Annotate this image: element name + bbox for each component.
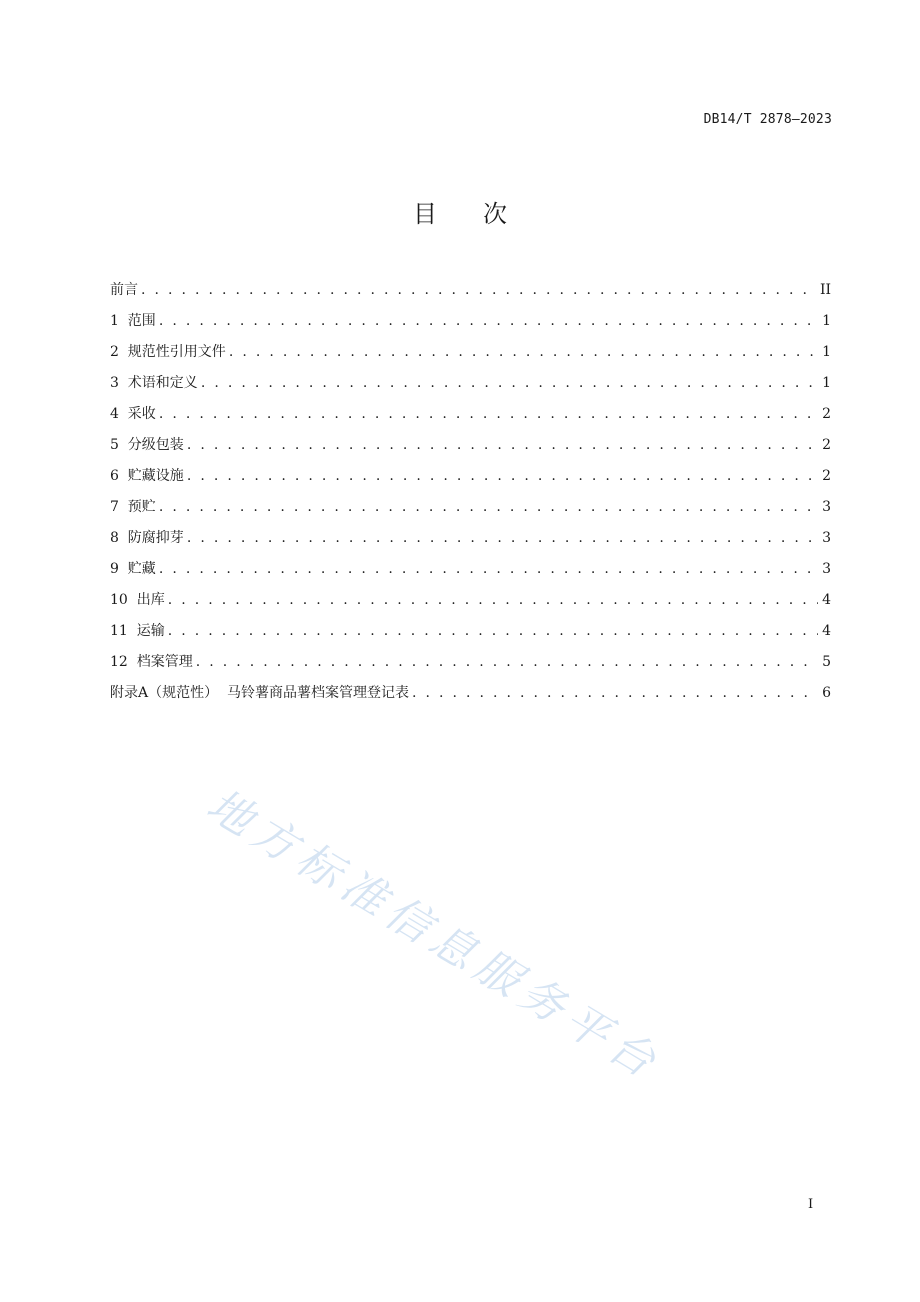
- toc-entry-label: 5 分级包装: [110, 437, 184, 453]
- toc-entry[interactable]: [110, 466, 831, 497]
- toc-entry[interactable]: [110, 342, 831, 373]
- toc-entry-page: 2: [822, 406, 831, 422]
- toc-title: 目次: [413, 200, 553, 228]
- toc-dot-leader: [159, 404, 818, 424]
- toc-entry[interactable]: [110, 683, 831, 714]
- toc-entry[interactable]: [110, 652, 831, 683]
- toc-entry[interactable]: [110, 590, 831, 621]
- toc-entry-label: 前言: [110, 282, 138, 298]
- toc-entry[interactable]: [110, 280, 831, 311]
- toc-dot-leader: [229, 342, 818, 362]
- toc-entry[interactable]: [110, 621, 831, 652]
- toc-dot-leader: [141, 280, 817, 300]
- toc-entry-page: 6: [822, 685, 831, 701]
- toc-dot-leader: [159, 311, 818, 331]
- toc-dot-leader: [412, 683, 818, 703]
- toc-entry[interactable]: [110, 528, 831, 559]
- toc-entry-page: 3: [822, 530, 831, 546]
- standard-code: DB14/T 2878—2023: [703, 112, 832, 127]
- toc-dot-leader: [187, 435, 818, 455]
- toc-entry-label: 3 术语和定义: [110, 375, 198, 391]
- toc-dot-leader: [187, 466, 818, 486]
- toc-entry[interactable]: [110, 373, 831, 404]
- toc-dot-leader: [168, 590, 818, 610]
- toc-entry-page: 4: [822, 623, 831, 639]
- toc-entry-page: II: [819, 282, 831, 298]
- toc-entry-page: 2: [822, 468, 831, 484]
- toc-entry-label: 4 采收: [110, 406, 156, 422]
- toc-entry-label: 7 预贮: [110, 499, 156, 515]
- toc-entry[interactable]: [110, 404, 831, 435]
- toc-entry-label: 6 贮藏设施: [110, 468, 184, 484]
- toc-entry-label: 10 出库: [110, 592, 165, 608]
- toc-entry-label: 1 范围: [110, 313, 156, 329]
- toc-entry-page: 2: [822, 437, 831, 453]
- toc-entry-page: 5: [822, 654, 831, 670]
- toc-entry[interactable]: [110, 559, 831, 590]
- toc-entry-label: 9 贮藏: [110, 561, 156, 577]
- toc-entry-label: 11 运输: [110, 623, 165, 639]
- toc-entry-page: 1: [822, 313, 831, 329]
- toc-entry-page: 1: [822, 344, 831, 360]
- toc-dot-leader: [168, 621, 818, 641]
- toc-entry[interactable]: [110, 435, 831, 466]
- table-of-contents: [110, 280, 831, 714]
- toc-entry-label: 附录A（规范性） 马铃薯商品薯档案管理登记表: [110, 685, 410, 701]
- toc-dot-leader: [159, 497, 818, 517]
- toc-entry-page: 3: [822, 561, 831, 577]
- toc-entry[interactable]: [110, 497, 831, 528]
- toc-dot-leader: [201, 373, 818, 393]
- toc-dot-leader: [187, 528, 818, 548]
- toc-entry[interactable]: [110, 311, 831, 342]
- toc-entry-label: 2 规范性引用文件: [110, 344, 226, 360]
- toc-entry-label: 8 防腐抑芽: [110, 530, 184, 546]
- toc-entry-page: 4: [822, 592, 831, 608]
- toc-entry-page: 3: [822, 499, 831, 515]
- toc-dot-leader: [196, 652, 818, 672]
- watermark: 地方标准信息服务平台: [198, 779, 671, 1091]
- toc-entry-label: 12 档案管理: [110, 654, 193, 670]
- toc-entry-page: 1: [822, 375, 831, 391]
- toc-dot-leader: [159, 559, 818, 579]
- page-number: I: [808, 1197, 814, 1212]
